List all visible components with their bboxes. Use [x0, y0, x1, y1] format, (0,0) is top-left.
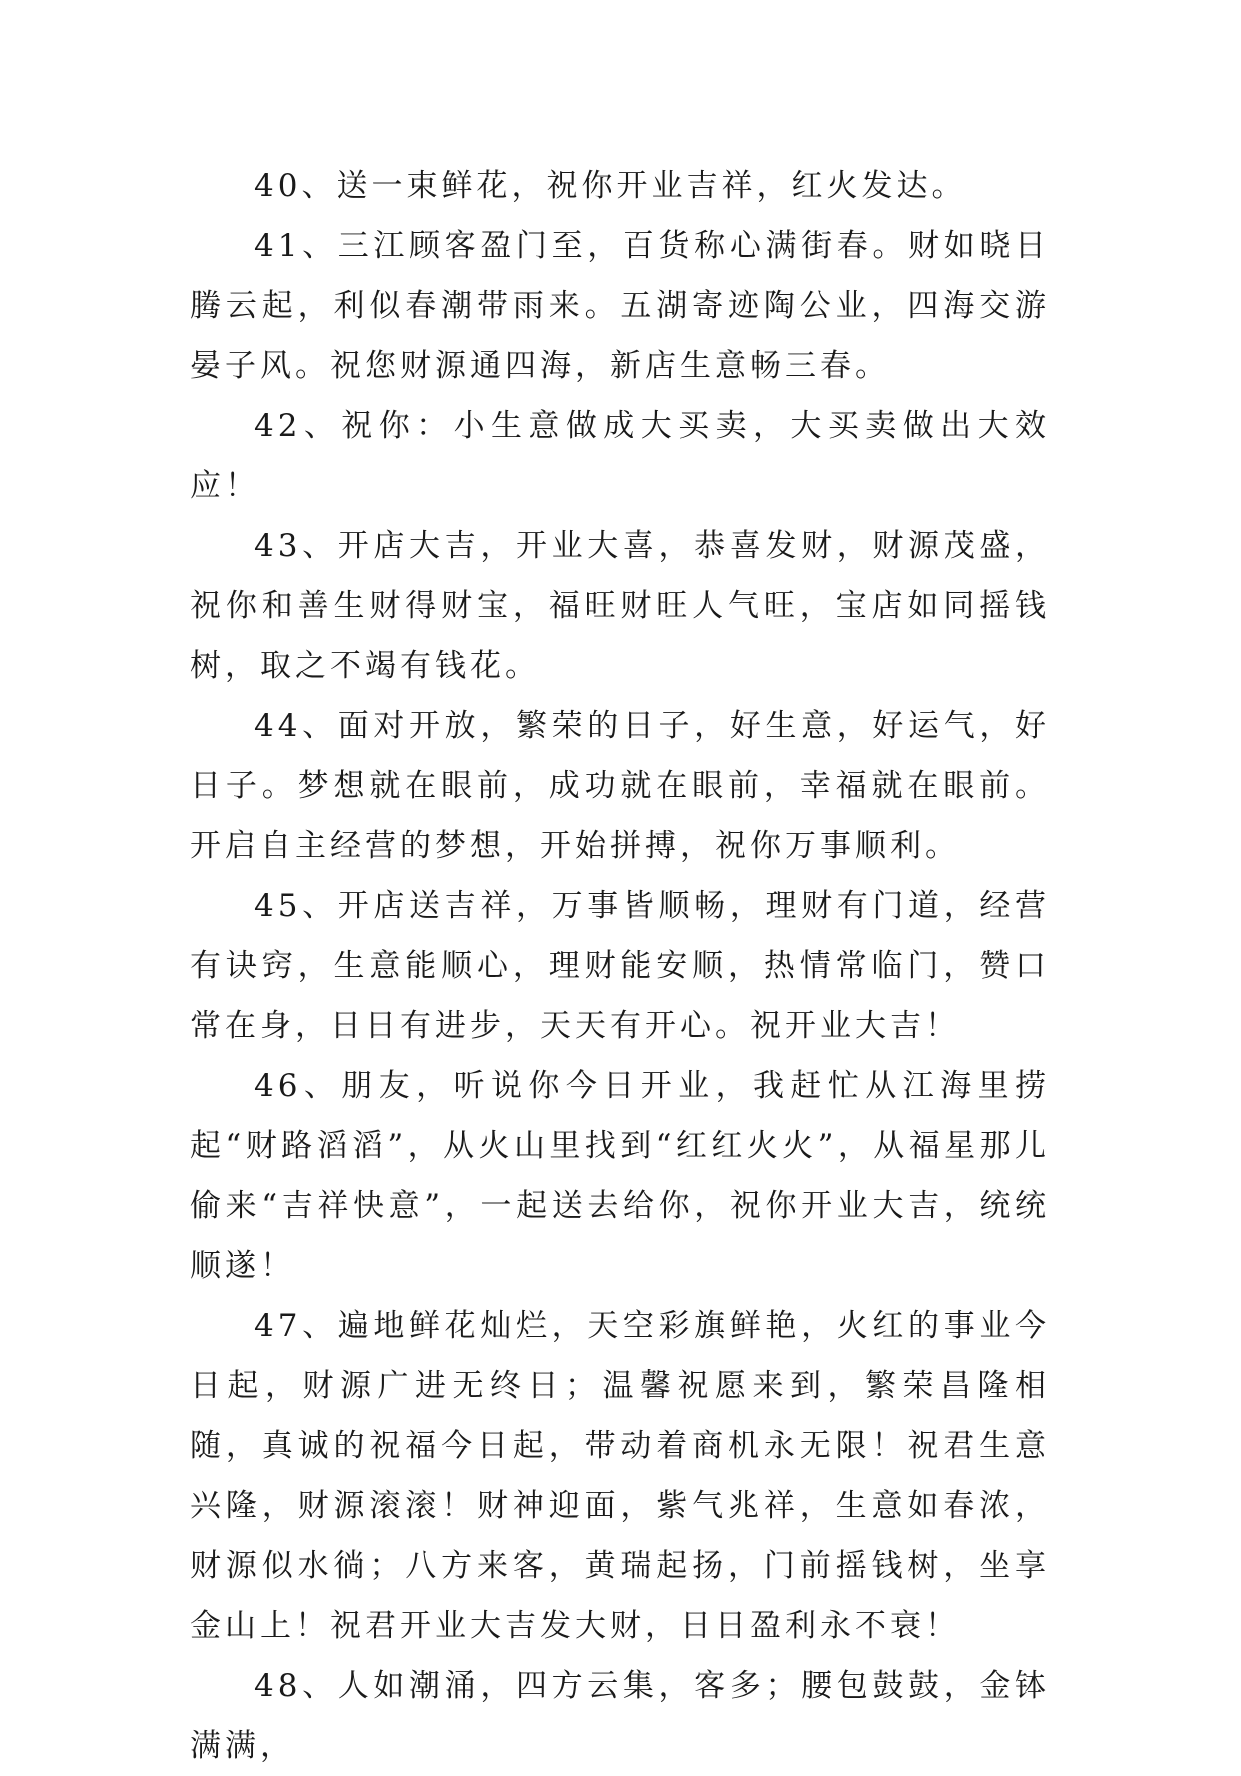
- paragraph-44: 44、面对开放，繁荣的日子，好生意，好运气，好日子。梦想就在眼前，成功就在眼前，幸福就在眼前。开启自主经营的梦想，开始拼搏，祝你万事顺利。: [190, 708, 1050, 864]
- paragraph-47: 47、遍地鲜花灿烂，天空彩旗鲜艳，火红的事业今日起，财源广进无终日；温馨祝愿来到，繁荣昌隆相随，真诚的祝福今日起，带动着商机永无限！祝君生意兴隆，财源滚滚！财神迎面，紫气兆祥，生意如春浓，财源似水徜；八方来客，黄瑞起扬，门前摇钱树，坐享金山上！祝君开业大吉发大财，日日盈利永不衰！: [190, 1308, 1050, 1644]
- paragraph-43: 43、开店大吉，开业大喜，恭喜发财，财源茂盛，祝你和善生财得财宝，福旺财旺人气旺，宝店如同摇钱树，取之不竭有钱花。: [190, 528, 1050, 684]
- paragraph-46: 46、朋友，听说你今日开业，我赶忙从江海里捞起“财路滔滔”，从火山里找到“红红火火”，从福星那儿偷来“吉祥快意”，一起送去给你，祝你开业大吉，统统顺遂！: [190, 1068, 1050, 1284]
- paragraph-41: 41、三江顾客盈门至，百货称心满街春。财如晓日腾云起，利似春潮带雨来。五湖寄迹陶公业，四海交游晏子风。祝您财源通四海，新店生意畅三春。: [190, 228, 1050, 384]
- paragraph-45: 45、开店送吉祥，万事皆顺畅，理财有门道，经营有诀窍，生意能顺心，理财能安顺，热情常临门，赞口常在身，日日有进步，天天有开心。祝开业大吉！: [190, 888, 1050, 1044]
- paragraph-42: 42、祝你：小生意做成大买卖，大买卖做出大效应！: [190, 408, 1050, 504]
- paragraph-48: 48、人如潮涌，四方云集，客多；腰包鼓鼓，金钵满满，: [190, 1668, 1050, 1764]
- paragraph-40: 40、送一束鲜花，祝你开业吉祥，红火发达。: [254, 168, 967, 204]
- document-body: [190, 156, 1050, 1776]
